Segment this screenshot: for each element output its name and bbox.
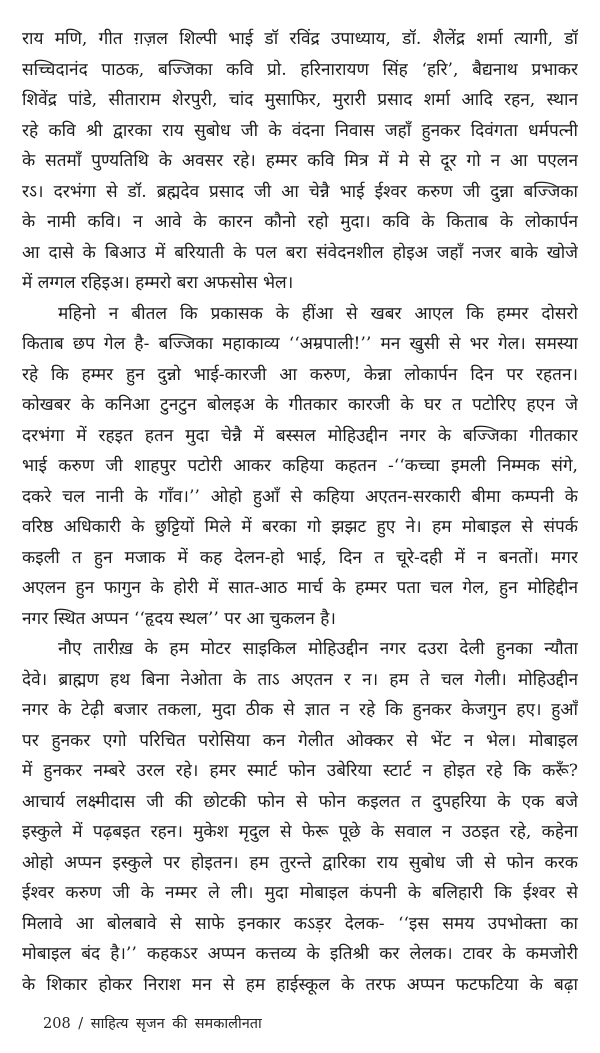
text-line: रहे कि हम्मर हुन दुन्नो भाई-कारजी आ करुण, केन्ना लोकार्पन दिन पर रहतन। [22,364,578,385]
text-line: अएलन हुन फागुन के होरी में सात-आठ मार्च के हम्मर पता चल गेल, हुन मोहिद्दीन [22,578,578,598]
page-body-text [22,24,578,1000]
paragraph-first-line: महिनो न बीतल कि प्रकासक के हींआ से खबर आएल कि हम्मर दोसरो [58,303,578,324]
text-line: शिवेंद्र पांडे, सीताराम शेरपुरी, चांद मुसाफिर, मुरारी प्रसाद शर्मा आदि रहन, स्थान [22,90,578,110]
text-line: पर हुनकर एगो परिचित परोसिया कन गेलीत ओक्कर से भेंट न भेल। मोबाइल [22,730,578,751]
paragraph-first-line: नौए तारीख़ के हम मोटर साइकिल मोहिउद्दीन नगर दउरा देली हुनका न्यौता [58,639,578,659]
text-line: इस्कुले में पढ़बइत रहन। मुकेश मृदुल से फेरू पूछे के सवाल न उठइत रहे, कहेना [22,822,578,842]
text-line: रऽ। दरभंगा से डॉ. ब्रह्मदेव प्रसाद जी आ चेन्नै भाई ईश्वर करुण जी दुन्ना बज्जिका [22,181,578,202]
text-line: के नामी कवि। न आवे के कारन कौनो रहो मुदा। कवि के किताब के लोकार्पन [22,212,578,232]
text-line: सच्चिदानंद पाठक, बज्जिका कवि प्रो. हरिनारायण सिंह ‘हरि’, बैद्यनाथ प्रभाकर [22,59,578,80]
text-line: देवे। ब्राह्मण हथ बिना नेओता के ताऽ अएतन र न। हम ते चल गेली। मोहिउद्दीन [22,669,578,690]
text-line: मोबाइल बंद है।’’ कहकऽर अप्पन कत्तव्य के इतिश्री कर लेलक। टावर के कमजोरी [22,944,578,964]
text-line: में हुनकर नम्बरे उरल रहे। हमर स्मार्ट फोन उबेरिया स्टार्ट न होइत रहे कि करूँ? [22,761,578,781]
text-line: मिलावे आ बोलबावे से साफे इनकार कऽड़र देलक- ‘‘इस समय उपभोक्ता का [22,913,578,934]
text-line: कोखबर के कनिआ टुनटुन बोलइअ के गीतकार कारजी के घर त पटोरिए हएन जे [22,395,578,415]
text-line: नगर स्थित अप्पन ‘‘हृदय स्थल’’ पर आ चुकलन है। [22,608,336,629]
text-line: में लग्गल रहिइअ। हम्मरो बरा अफसोस भेल। [22,273,294,293]
text-line: आचार्य लक्ष्मीदास जी की छोटकी फोन से फोन कइलत त दुपहरिया के एक बजे [22,791,578,812]
text-line: दरभंगा में रहइत हतन मुदा चेन्नै में बस्सल मोहिउद्दीन नगर के बज्जिका गीतकार [22,425,578,446]
page-number: 208 [43,1016,71,1032]
text-line: नगर के टेढ़ी बजार तकला, मुदा ठीक से ज्ञात न रहे कि हुनकर केजगुन हए। हुआँ [22,700,578,720]
text-line: के शिकार होकर निराश मन से हम हाईस्कूल के तरफ अप्पन फटफटिया के बढ़ा [22,974,578,995]
text-line: रहे कवि श्री द्वारका राय सुबोध जी के वंदना निवास जहाँ हुनकर दिवंगता धर्मपत्नी [22,120,578,141]
text-line: के सतमाँ पुण्यतिथि के अवसर रहे। हम्मर कवि मित्र में मे से दूर गो न आ पएलन [22,151,578,171]
text-line: ओहो अप्पन इस्कुले पर होइतन। हम तुरन्ते द्वारिका राय सुबोध जी से फोन करक [22,852,578,873]
page-footer [43,1013,262,1035]
text-line: ईश्वर करुण जी के नम्मर ले ली। मुदा मोबाइल कंपनी के बलिहारी कि ईश्वर से [22,883,578,903]
book-title: साहित्य सृजन की समकालीनता [90,1016,262,1032]
text-line: दकरे चल नानी के गाँव।’’ ओहो हुआँ से कहिया अएतन-सरकारी बीमा कम्पनी के [22,486,578,507]
text-line: राय मणि, गीत ग़ज़ल शिल्पी भाई डॉ रविंद्र उपाध्याय, डॉ. शैलेंद्र शर्मा त्यागी, डॉ [22,29,578,49]
text-line: किताब छप गेल है- बज्जिका महाकाव्य ‘‘अम्रपाली!’’ मन खुसी से भर गेल। समस्या [22,334,578,354]
text-line: वरिष्ठ अधिकारी के छुट्टियों मिले में बरका गो झझट हुए ने। हम मोबाइल से संपर्क [22,517,578,537]
footer-separator: / [78,1016,84,1032]
text-line: कइली त हुन मजाक में कह देलन-हो भाई, दिन त चूरे-दही में न बनतों। मगर [22,547,578,568]
text-line: आ दासे के बिआउ में बरियाती के पल बरा संवेदनशील होइअ जहाँ नजर बाके खोजे [22,242,578,263]
text-line: भाई करुण जी शाहपुर पटोरी आकर कहिया कहतन -‘‘कच्चा इमली निम्मक संगे, [22,456,578,476]
